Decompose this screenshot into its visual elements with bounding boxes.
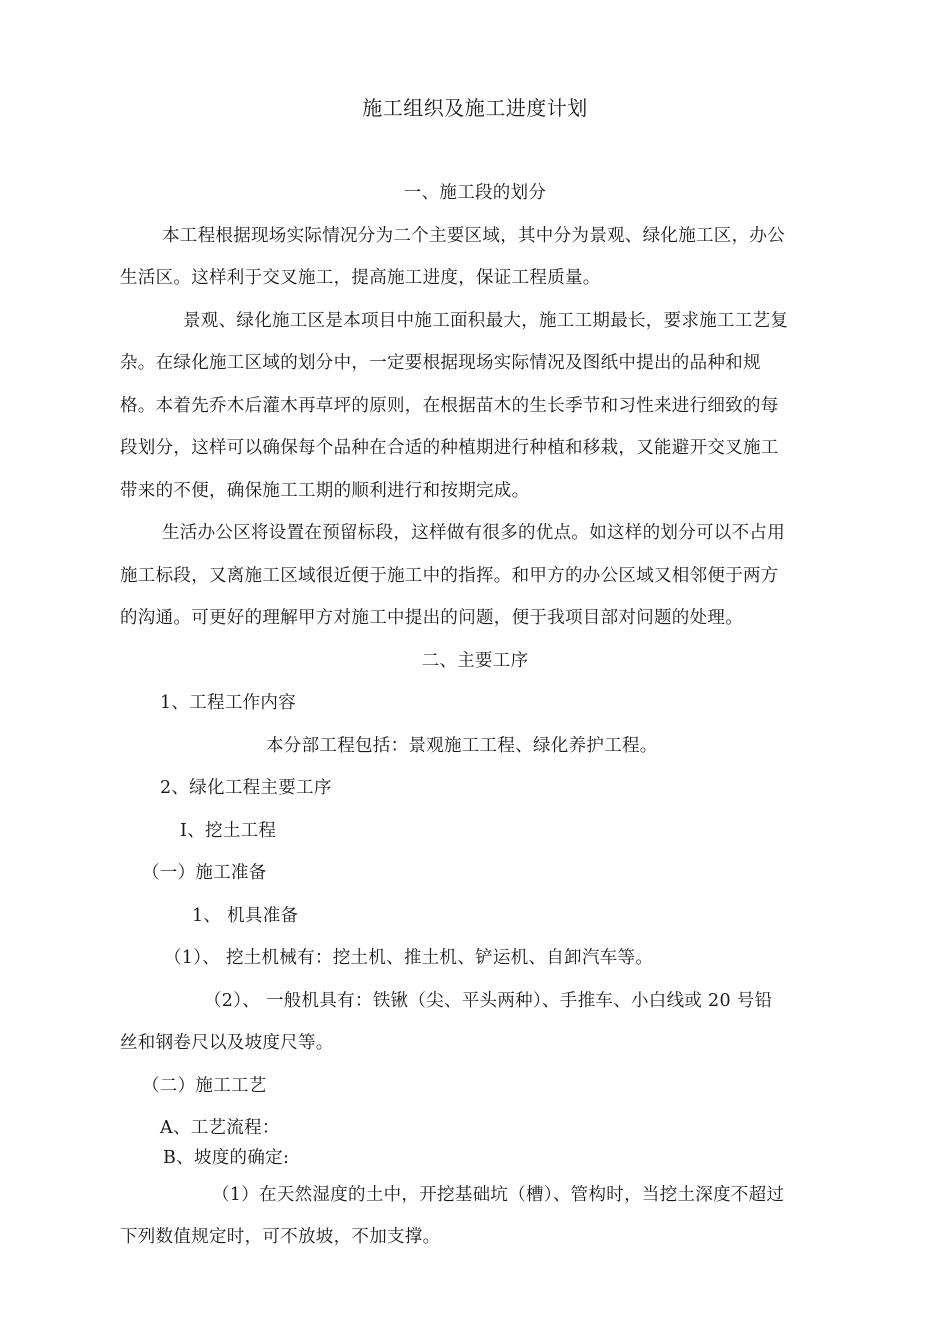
section-heading: 一、施工段的划分 [403,183,547,203]
document-title: 施工组织及施工进度计划 [362,96,588,120]
sub-heading: I、挖土工程 [180,821,277,841]
sub-heading: （二）施工工艺 [142,1076,267,1096]
item-heading: 1、工程工作内容 [160,693,297,713]
paragraph-line: （2）、 一般机具有：铁锹（尖、平头两种）、手推车、小白线或 20 号铅 [204,991,773,1011]
sub-heading: （一）施工准备 [142,863,267,883]
paragraph-line: 带来的不便，确保施工工期的顺利进行和按期完成。 [120,481,530,501]
paragraph-line: 生活办公区将设置在预留标段，这样做有很多的优点。如这样的划分可以不占用 [162,523,785,543]
paragraph-line: 的沟通。可更好的理解甲方对施工中提出的问题，便于我项目部对问题的处理。 [120,608,743,628]
paragraph-line: 本工程根据现场实际情况分为二个主要区域，其中分为景观、绿化施工区，办公 [162,226,785,246]
paragraph-line: （1）在天然湿度的土中，开挖基础坑（槽）、管构时，当挖土深度不超过 [212,1185,785,1205]
paragraph-line: 生活区。这样利于交叉施工，提高施工进度，保证工程质量。 [120,268,601,288]
paragraph-line: 段划分，这样可以确保每个品种在合适的种植期进行种植和移栽，又能避开交叉施工 [120,438,779,458]
paragraph-line: 丝和钢卷尺以及坡度尺等。 [120,1033,334,1053]
sub-heading: 1、 机具准备 [192,906,299,926]
paragraph-line: 施工标段，又离施工区域很近便于施工中的指挥。和甲方的办公区域又相邻便于两方 [120,566,779,586]
paragraph-line: 格。本着先乔木后灌木再草坪的原则，在根据苗木的生长季节和习性来进行细致的每 [120,396,779,416]
paragraph-line: 本分部工程包括：景观施工工程、绿化养护工程。 [266,736,658,756]
paragraph-line: 景观、绿化施工区是本项目中施工面积最大，施工工期最长，要求施工工艺复 [183,311,789,331]
paragraph-line: 下列数值规定时，可不放坡，不加支撑。 [120,1227,441,1247]
item-heading: 2、绿化工程主要工序 [160,778,332,798]
paragraph-line: A、工艺流程： [160,1118,280,1138]
paragraph-line: B、坡度的确定: [163,1148,290,1168]
paragraph-line: （1）、 挖土机械有：挖土机、推土机、铲运机、自卸汽车等。 [164,948,654,968]
section-heading: 二、主要工序 [421,651,529,671]
paragraph-line: 杂。在绿化施工区域的划分中，一定要根据现场实际情况及图纸中提出的品种和规 [120,353,761,373]
